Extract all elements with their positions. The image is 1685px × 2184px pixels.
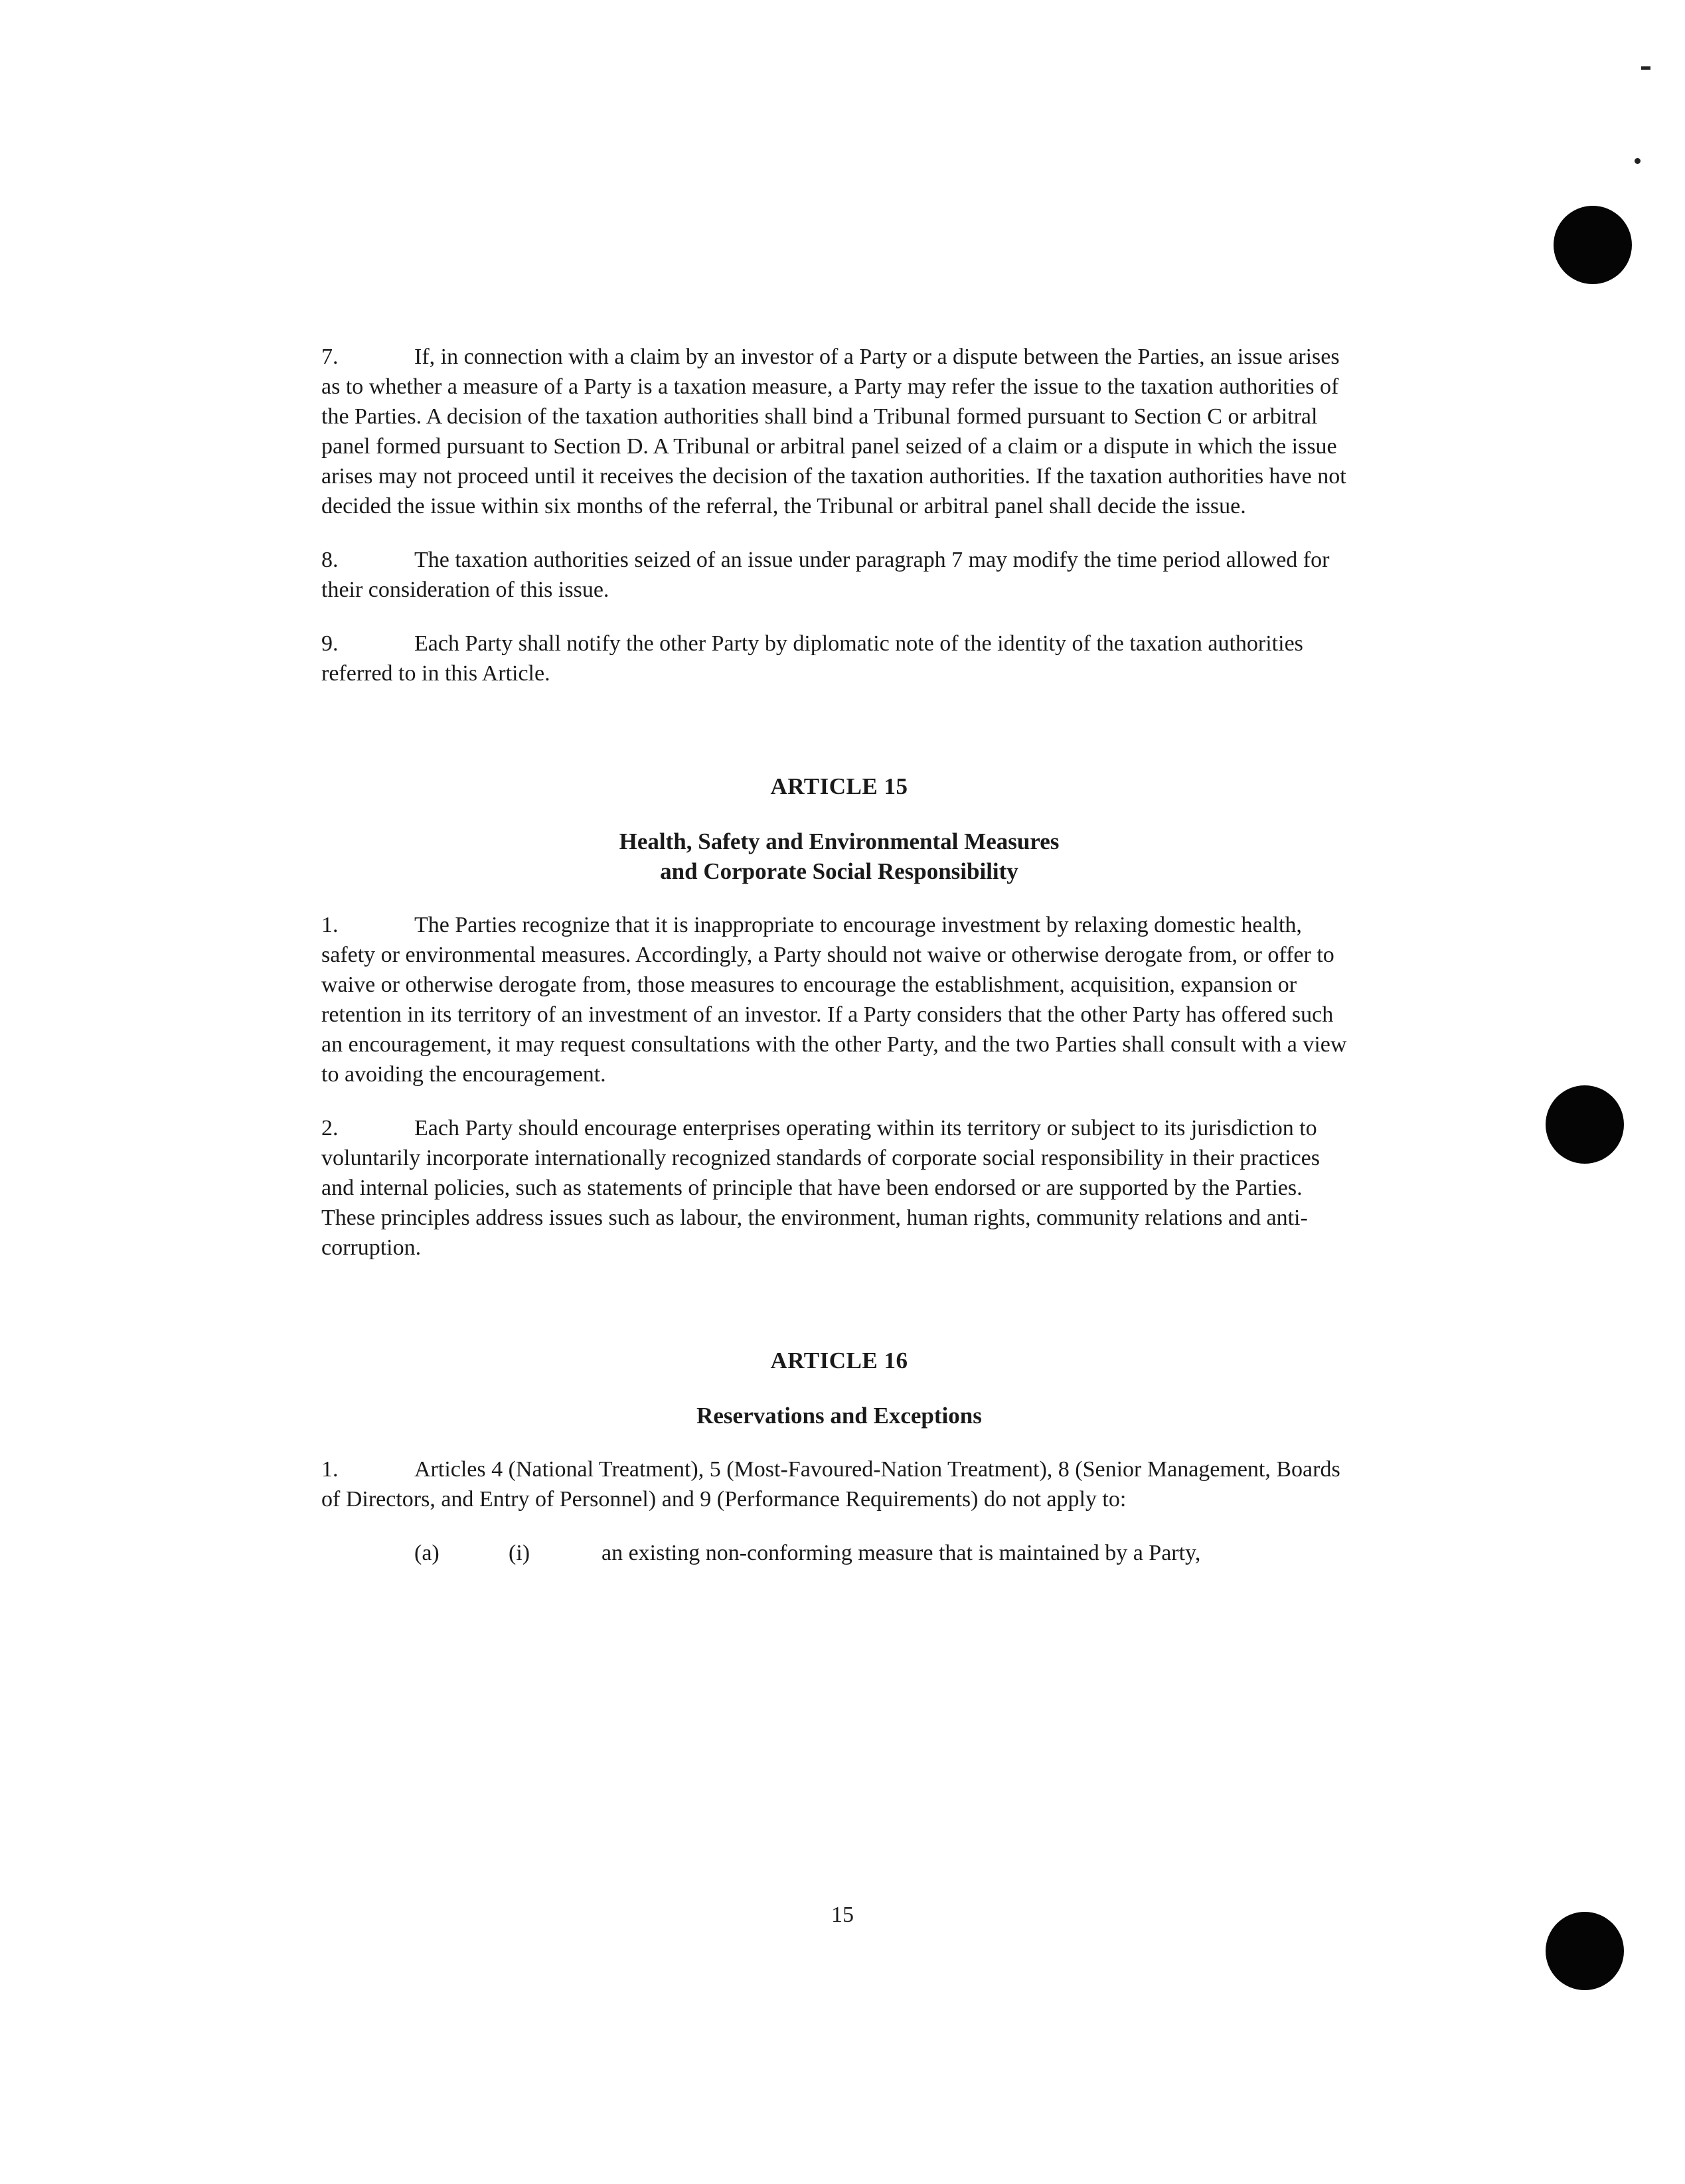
article-15-paragraph-1 (321, 910, 1357, 1089)
paragraph-7 (321, 342, 1357, 521)
item-label-i: (i) (509, 1541, 530, 1565)
paragraph-number: 9. (321, 631, 339, 656)
paragraph-number: 8. (321, 548, 339, 572)
article-15-title-line-1: Health, Safety and Environmental Measures (619, 828, 1060, 854)
punch-hole-middle (1546, 1085, 1624, 1164)
paragraph-text: The Parties recognize that it is inappropriate to encourage investment by relaxing domestic health, safety or environmental measures. Accordingly, a Party should not waive or otherwise derogate from, or offer to waive or otherwise derogate from, those measures to encourage the establishment, acquisition, expansion or retention in its territory of an investment of an investor. If a Party considers that the other Party has offered such an encouragement, it may request consultations with the other Party, and the two Parties shall consult with a view to avoiding the encouragement. (321, 913, 1347, 1087)
page-number: 15 (831, 1903, 854, 1927)
scan-speck (1641, 66, 1650, 70)
paragraph-number: 1. (321, 913, 339, 937)
punch-hole-top (1554, 206, 1632, 284)
article-16-title: Reservations and Exceptions (696, 1403, 982, 1429)
paragraph-number: 7. (321, 345, 339, 369)
paragraph-text: The taxation authorities seized of an issue under paragraph 7 may modify the time period allowed for their consideration of this issue. (321, 548, 1330, 602)
document-body (321, 342, 1357, 1568)
paragraph-text: Articles 4 (National Treatment), 5 (Most-Favoured-Nation Treatment), 8 (Senior Management, Boards of Directors, and Entry of Personnel) and 9 (Performance Requirements) do not apply to: (321, 1457, 1340, 1512)
article-15-title-line-2: and Corporate Social Responsibility (660, 858, 1018, 884)
article-16-heading: ARTICLE 16 (770, 1348, 908, 1373)
paragraph-9 (321, 629, 1357, 688)
article-16-item-a-i (321, 1538, 1357, 1568)
item-text: an existing non-conforming measure that is maintained by a Party, (602, 1541, 1201, 1565)
article-15-heading: ARTICLE 15 (770, 773, 908, 799)
paragraph-text: If, in connection with a claim by an investor of a Party or a dispute between the Parties, an issue arises as to whether a measure of a Party is a taxation measure, a Party may refer the issue to the taxation authorities of the Parties. A decision of the taxation authorities shall bind a Tribunal formed pursuant to Section C or arbitral panel formed pursuant to Section D. A Tribunal or arbitral panel seized of a claim or a dispute in which the issue arises may not proceed until it receives the decision of the taxation authorities. If the taxation authorities have not decided the issue within six months of the referral, the Tribunal or arbitral panel shall decide the issue. (321, 345, 1346, 518)
article-15-paragraph-2 (321, 1113, 1357, 1263)
scan-speck (1635, 158, 1641, 164)
item-label-a: (a) (414, 1541, 440, 1565)
paragraph-text: Each Party should encourage enterprises operating within its territory or subject to its jurisdiction to voluntarily incorporate internationally recognized standards of corporate social responsibility in their practices and internal policies, such as statements of principle that have been endorsed or are supported by the Parties. These principles address issues such as labour, the environment, human rights, community relations and anti-corruption. (321, 1116, 1320, 1260)
paragraph-8 (321, 545, 1357, 605)
paragraph-number: 2. (321, 1116, 339, 1140)
paragraph-text: Each Party shall notify the other Party by diplomatic note of the identity of the taxation authorities referred to in this Article. (321, 631, 1303, 686)
article-16-paragraph-1 (321, 1454, 1357, 1514)
paragraph-number: 1. (321, 1457, 339, 1482)
